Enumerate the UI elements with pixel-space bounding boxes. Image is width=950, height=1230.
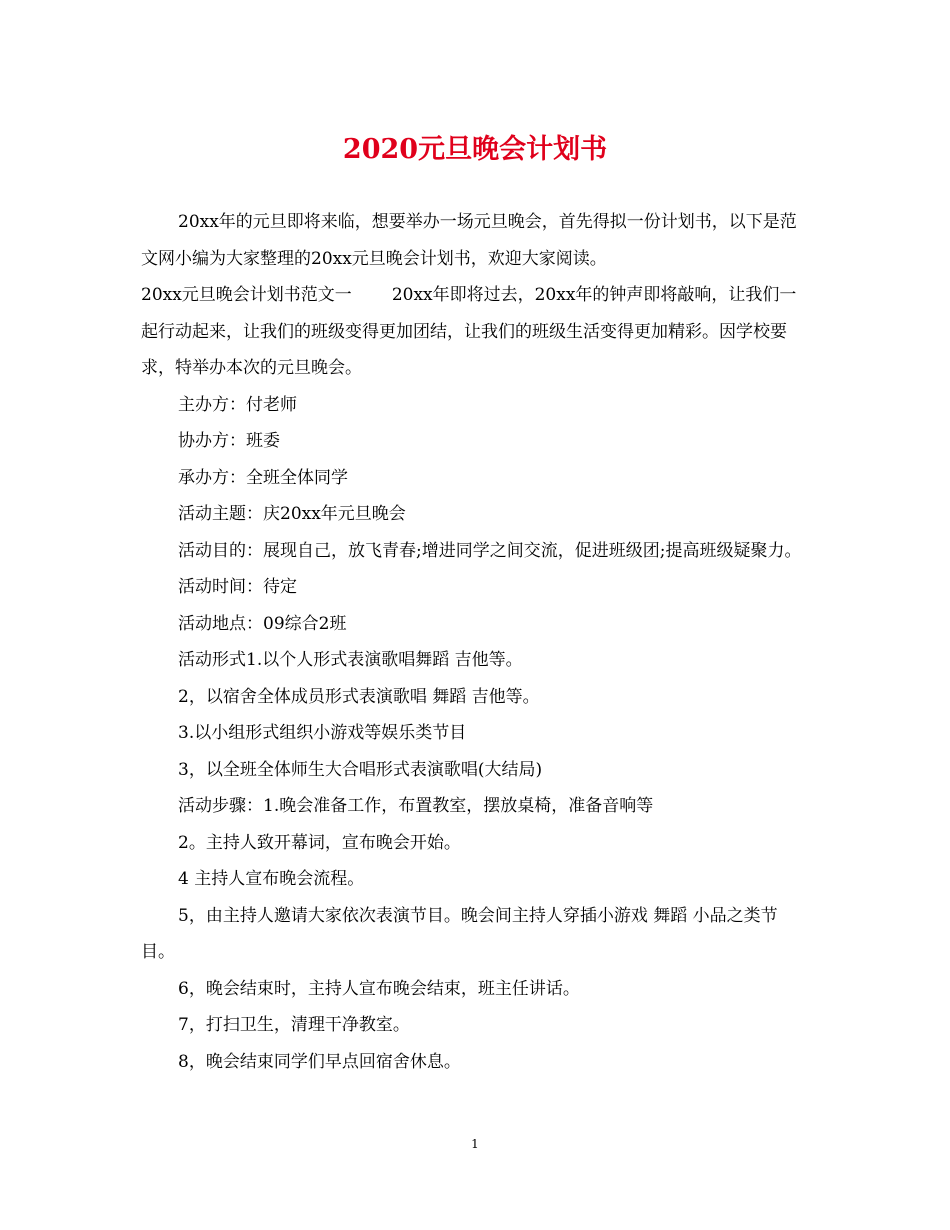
step-line-1: 活动步骤：1.晚会准备工作，布置教室，摆放桌椅，准备音响等 bbox=[178, 796, 654, 816]
step-line-2: 2。主持人致开幕词，宣布晚会开始。 bbox=[178, 832, 461, 853]
intro-paragraph: 20xx年的元旦即将来临，想要举办一场元旦晚会，首先得拟一份计划书，以下是范文网小编为大家整理的20xx元旦晚会计划书，欢迎大家阅读。 bbox=[141, 212, 797, 269]
step-line-7: 8，晚会结束同学们早点回宿舍休息。 bbox=[178, 1051, 461, 1072]
format-line-4: 3，以全班全体师生大合唱形式表演歌唱(大结局) bbox=[178, 759, 543, 780]
format-line-1: 活动形式1.以个人形式表演歌唱舞蹈 吉他等。 bbox=[178, 650, 523, 670]
time-line: 活动时间：待定 bbox=[178, 577, 297, 597]
step-line-5: 6，晚会结束时，主持人宣布晚会结束，班主任讲话。 bbox=[178, 978, 580, 999]
document-body bbox=[141, 204, 811, 1080]
step-line-4: 5，由主持人邀请大家依次表演节目。晚会间主持人穿插小游戏 舞蹈 小品之类节目。 bbox=[141, 905, 778, 962]
undertaker-line: 承办方：全班全体同学 bbox=[178, 467, 348, 488]
sample-paragraph bbox=[141, 277, 811, 387]
theme-line: 活动主题：庆20xx年元旦晚会 bbox=[178, 504, 406, 524]
format-line-2: 2，以宿舍全体成员形式表演歌唱 舞蹈 吉他等。 bbox=[178, 686, 540, 707]
step-line-3: 4 主持人宣布晚会流程。 bbox=[178, 869, 365, 889]
document-title: 2020元旦晚会计划书 bbox=[342, 134, 608, 165]
organizer-line: 主办方：付老师 bbox=[178, 394, 297, 415]
sample-heading: 20xx元旦晚会计划书范文一 bbox=[141, 285, 352, 305]
step-line-6: 7，打扫卫生，清理干净教室。 bbox=[178, 1015, 410, 1035]
sample-text: 20xx年即将过去，20xx年的钟声即将敲响，让我们一起行动起来，让我们的班级变得更加团结，让我们的班级生活变得更加精彩。因学校要求，特举办本次的元旦晚会。 bbox=[141, 285, 797, 378]
format-line-3: 3.以小组形式组织小游戏等娱乐类节目 bbox=[178, 723, 467, 743]
page-number: 1 bbox=[471, 1137, 479, 1151]
purpose-line: 活动目的：展现自己，放飞青春;增进同学之间交流，促进班级团;提高班级疑聚力。 bbox=[178, 540, 802, 561]
location-line: 活动地点：09综合2班 bbox=[178, 613, 347, 634]
co-organizer-line: 协办方：班委 bbox=[178, 431, 280, 451]
